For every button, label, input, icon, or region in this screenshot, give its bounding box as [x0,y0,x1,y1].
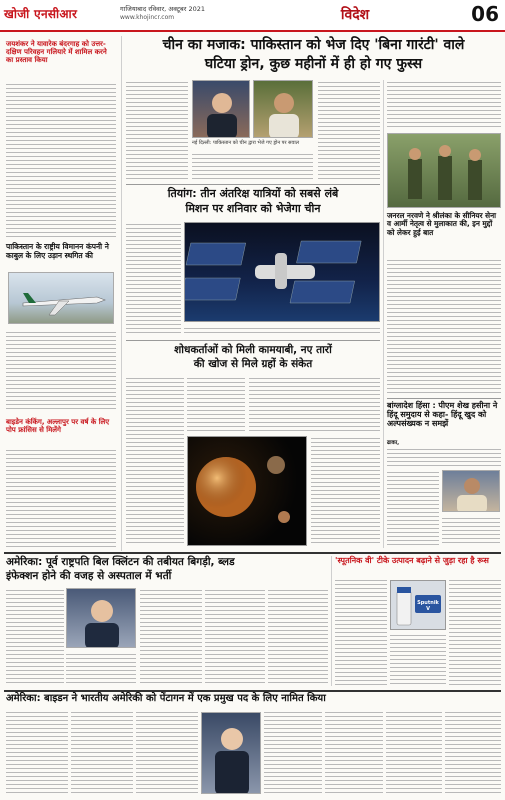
soldiers-photo [387,133,501,208]
srilanka-headline: जनरल नरवणे ने श्रीलंका के सीनियर सेना व आर्मी नेतृत्व से मुलाकात की, इन मुद्दों को लेकर हुई बात [387,211,497,237]
bangladesh-body-col2 [442,516,500,546]
research-body-col2 [187,376,245,434]
bangladesh-body-col1 [387,470,439,546]
sputnik-body-col3 [449,578,501,686]
lead-body-col3 [318,80,380,180]
person-icon [193,81,250,138]
biden-body-col5 [325,710,383,796]
hasina-photo [442,470,500,512]
edition-url: www.khojincr.com [120,14,175,21]
person-icon [67,589,136,648]
column-divider [121,36,122,551]
bangladesh-headline: बांग्लादेश हिंसा : पीएम शेख हसीना ने हिंदू समुदाय से कहा- हिंदू खुद को अल्पसंख्यक न समझें [387,401,498,429]
page-number: 06 [471,2,499,26]
person-icon [254,81,313,138]
tiangong-headline-line2: मिशन पर शनिवार को भेजेगा चीन [185,202,321,215]
clinton-body-col5 [268,588,328,686]
masthead [0,0,505,32]
lead-body-col1 [126,80,188,180]
research-body-col4 [311,436,380,546]
dateline: गाजियाबाद रविवार, अक्टूबर 2021 [120,5,206,13]
divider [4,690,501,692]
bangladesh-body-top [387,447,501,467]
column-divider [383,80,384,400]
sputnik-vaccine-photo [390,580,446,630]
divider [126,340,380,341]
biden-photo [201,712,261,794]
divider [387,398,501,399]
story-biden-pope-title: बाइडेन कंकिंग, अल्लापुर पर वर्ष के लिए पोप फ्रांसिस से मिलेंगे [6,418,110,435]
soldier-icon [388,134,501,208]
sputnik-badge-label: Sputnik V [417,600,439,612]
research-headline-line2: की खोज से मिले ग्रहों के संकेत [193,358,313,370]
clinton-body-col3 [140,588,202,686]
biden-body-col7 [445,710,501,796]
divider [4,552,501,554]
lead-headline-line2: घटिया ड्रोन, कुछ महीनों में ही हो गए फुस्स [204,56,423,72]
clinton-body-col4 [205,588,265,686]
airplane-photo [8,272,114,324]
story-pia-body [6,330,116,410]
srilanka-body [387,258,501,394]
imran-photo [253,80,313,138]
story-biden-pope-body [6,448,116,548]
lead-headline-line1: चीन का मजाक: पाकिस्तान को भेज दिए 'बिना गारंटी' वाले [162,37,465,53]
clinton-body-col2 [66,652,136,686]
research-body-col1 [126,376,184,546]
newspaper-logo: खोजी एनसीआर [4,7,78,21]
biden-body-col6 [386,710,442,796]
xi-photo [192,80,250,138]
story-jaishankar-title: जयशंकर ने यावारेक बंदरगाह को उत्तर-दक्षिण परिवहन गलियारे में शामिल करने का प्रस्ताव किया [6,40,107,65]
biden-body-col1 [6,710,68,796]
biden-body-col2 [71,710,133,796]
person-icon [202,713,261,794]
clinton-body-col1 [6,588,64,686]
tiangong-body-col1 [126,222,181,334]
bangladesh-dateline: ढाका, [387,440,400,446]
section-title: विदेश [340,7,370,23]
biden-body-col3 [136,710,198,796]
airplane-icon [9,273,114,324]
person-icon [443,471,500,512]
research-body-col3 [249,376,380,434]
lead-photo-caption: नई दिल्ली: पाकिस्तान को चीन द्वारा भेजे गए ड्रोन पर सवाल [192,140,300,146]
sputnik-body-col1 [335,578,387,686]
clinton-headline-line2: इंफेक्शन होने की वजह से अस्पताल में भर्ती [6,570,172,582]
sputnik-headline: 'स्पूतनिक वी' टीके उत्पादन बढ़ाने से जुड़ा रहा है रूस [335,556,489,565]
tiangong-caption-lines [184,326,380,334]
space-station-photo [184,222,380,322]
divider [126,184,380,185]
clinton-photo [66,588,136,648]
column-divider [331,556,332,686]
clinton-headline-line1: अमेरिका: पूर्व राष्ट्रपति बिल क्लिंटन की तबीयत बिगड़ी, ब्लड [6,556,235,568]
planets-illustration [187,436,307,546]
story-jaishankar-body [6,82,116,237]
biden-body-col4 [264,710,322,796]
research-headline-line1: शोधकर्ताओं को मिली कामयाबी, नए तारों [174,344,332,356]
tiangong-headline-line1: तियांग: तीन अंतरिक्ष यात्रियों को सबसे लंबे [167,187,339,200]
sputnik-body-col2 [390,633,446,686]
lead-body-col4 [387,80,501,130]
column-divider [383,400,384,548]
biden-headline: अमेरिका: बाइडन ने भारतीय अमेरिकी को पेंटागन में एक प्रमुख पद के लिए नामित किया [6,693,326,704]
lead-body-col2 [192,152,313,180]
space-station-icon [185,223,380,322]
story-pia-title: पाकिस्तान के राष्ट्रीय विमानन कंपनी ने काबुल के लिए उड़ान स्थगित की [6,242,109,260]
planet-icon [188,437,307,546]
